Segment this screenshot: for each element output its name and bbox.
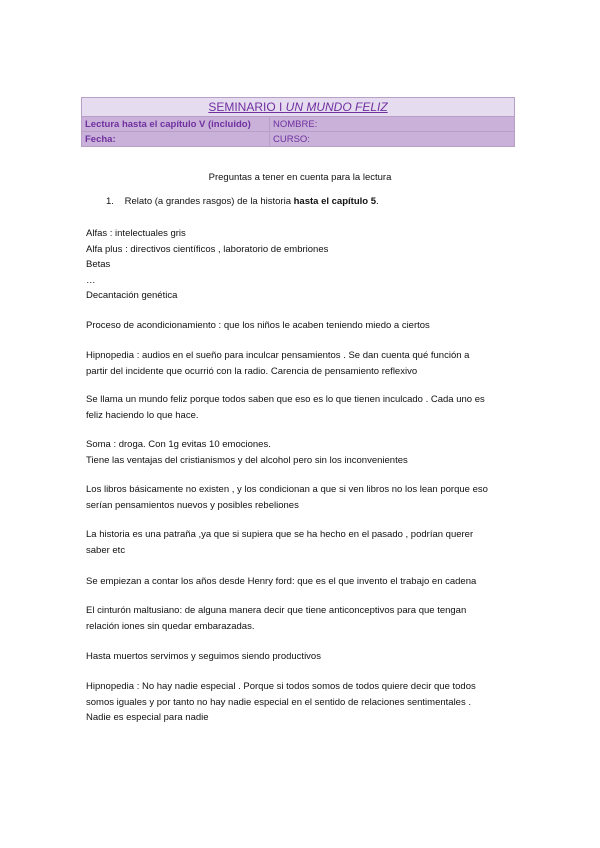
question-number: 1. [106, 196, 114, 207]
note-line: Tiene las ventajas del cristianismos y del alcohol pero sin los inconvenientes [86, 454, 408, 466]
header-table [81, 97, 515, 147]
note-line: El cinturón maltusiano: de alguna manera decir que tiene anticonceptivos para que tengan [86, 605, 467, 616]
note-paragraph [86, 679, 516, 726]
note-line: partir del incidente que ocurrió con la radio. Carencia de pensamiento reflexivo [86, 365, 418, 377]
note-line: Hipnopedia : No hay nadie especial . Porque si todos somos de todos quiere decir que todos [86, 681, 476, 692]
note-line: Betas [86, 259, 111, 270]
questions-subtitle: Preguntas a tener en cuenta para la lectura [208, 172, 392, 183]
note-paragraph [86, 482, 516, 513]
date-label: Fecha: [82, 132, 270, 147]
reading-label: Lectura hasta el capítulo V (incluido) [82, 117, 270, 132]
note-line: Hipnopedia : audios en el sueño para inculcar pensamientos . Se dan cuenta qué función a [86, 350, 470, 361]
note-paragraph [86, 318, 516, 334]
note-paragraph [86, 527, 516, 558]
course-label: CURSO: [270, 132, 515, 147]
note-line: … [86, 274, 96, 286]
question-text-bold: hasta el capítulo 5 [293, 196, 376, 207]
note-line: serían pensamientos nuevos y posibles rebeliones [86, 499, 299, 511]
note-line: La historia es una patraña ,ya que si supiera que se ha hecho en el pasado , podrían querer [86, 529, 474, 540]
note-line: feliz haciendo lo que hace. [86, 409, 199, 421]
note-line: saber etc [86, 544, 126, 556]
note-line: somos iguales y por tanto no hay nadie especial en el sentido de relaciones sentimentales . [86, 696, 471, 708]
question-item [106, 196, 379, 207]
note-paragraph [86, 226, 516, 304]
note-line: Alfas : intelectuales gris [86, 228, 186, 239]
note-line: relación iones sin quedar embarazadas. [86, 620, 255, 632]
note-line: Soma : droga. Con 1g evitas 10 emociones. [86, 439, 271, 450]
question-text-before: Relato (a grandes rasgos) de la historia [124, 196, 294, 207]
note-paragraph [86, 649, 516, 665]
note-line: Proceso de acondicionamiento : que los niños le acaben teniendo miedo a ciertos [86, 320, 430, 331]
note-paragraph [86, 603, 516, 634]
note-paragraph [86, 437, 516, 468]
title-plain: SEMINARIO I [208, 100, 286, 114]
question-text-after: . [376, 196, 379, 207]
note-line: Hasta muertos servimos y seguimos siendo productivos [86, 651, 321, 662]
note-line: Los libros básicamente no existen , y los condicionan a que si ven libros no los lean porque eso [86, 484, 488, 495]
note-line: Alfa plus : directivos científicos , laboratorio de embriones [86, 243, 329, 255]
note-line: Nadie es especial para nadie [86, 712, 209, 723]
title-italic: UN MUNDO FELIZ [285, 100, 388, 114]
note-line: Se llama un mundo feliz porque todos saben que eso es lo que tienen inculcado . Cada uno es [86, 394, 485, 405]
note-line: Se empiezan a contar los años desde Henry ford: que es el que invento el trabajo en cadena [86, 576, 477, 587]
name-label: NOMBRE: [270, 117, 515, 132]
note-paragraph [86, 348, 516, 379]
note-line: Decantación genética [86, 290, 178, 301]
note-paragraph [86, 574, 516, 590]
seminar-title [82, 98, 515, 117]
note-paragraph [86, 392, 516, 423]
